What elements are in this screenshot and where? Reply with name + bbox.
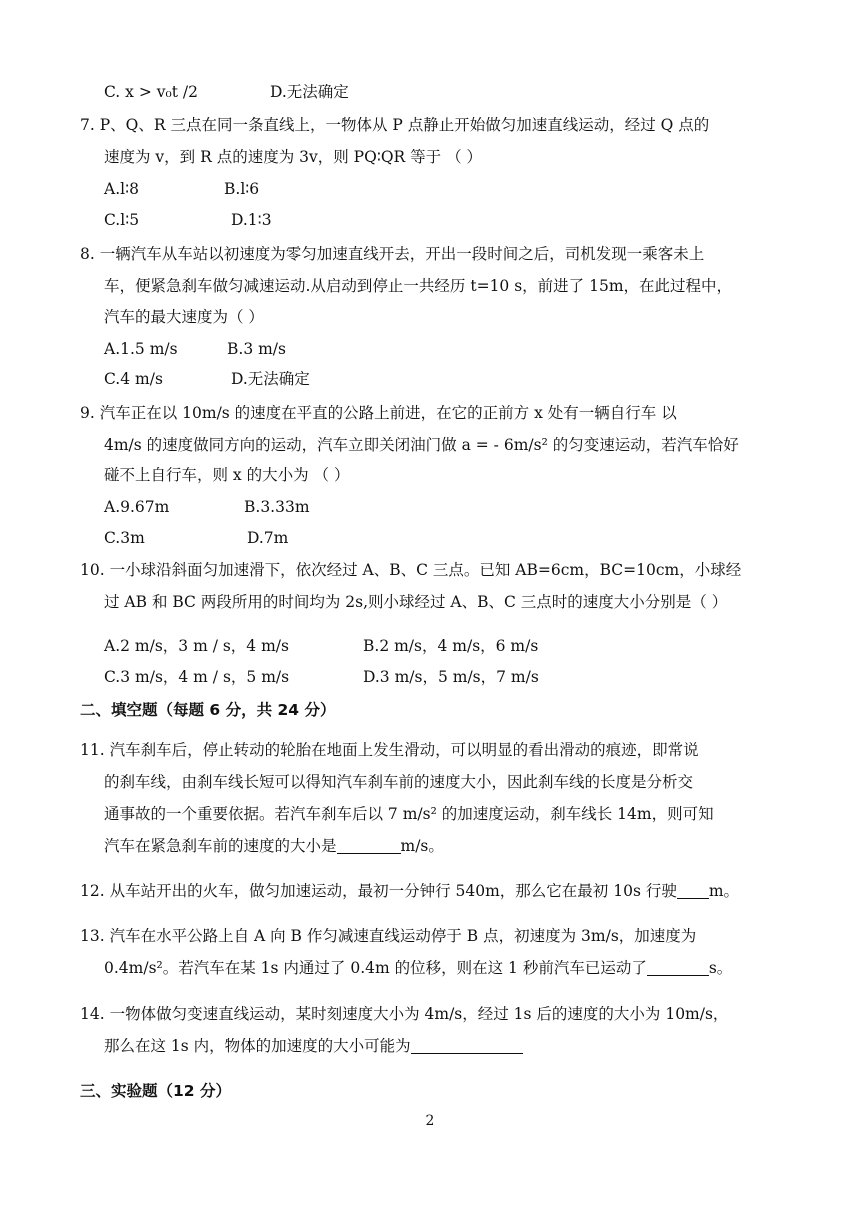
q10-option-a: A.2 m/s，3 m / s，4 m/s	[104, 637, 289, 655]
q13-stem-line1: 13. 汽车在水平公路上自 A 向 B 作匀减速直线运动停于 B 点，初速度为 3m/s，加速度为	[80, 927, 697, 945]
q7-option-a: A.l∶8	[104, 180, 139, 198]
q14-text-before-blank: 那么在这 1s 内，物体的加速度的大小可能为	[104, 1037, 411, 1055]
q9-option-b: B.3.33m	[244, 498, 310, 516]
q8-option-c: C.4 m/s	[104, 370, 163, 388]
q10-option-c: C.3 m/s，4 m / s，5 m/s	[104, 668, 290, 686]
q13-answer-blank[interactable]	[647, 959, 709, 976]
q8-option-a: A.1.5 m/s	[104, 340, 178, 358]
q12-stem	[80, 881, 739, 901]
q14-stem-line1: 14. 一物体做匀变速直线运动，某时刻速度大小为 4m/s，经过 1s 后的速度的大小为 10m/s，	[80, 1005, 729, 1023]
q9-stem-line1: 9. 汽车正在以 10m/s 的速度在平直的公路上前进，在它的正前方 x 处有一辆自行车 以	[80, 404, 677, 422]
q11-answer-blank[interactable]	[337, 837, 401, 854]
q12-text-after-blank: m。	[708, 882, 740, 900]
q12-answer-blank[interactable]	[677, 882, 709, 899]
q11-text-before-blank: 汽车在紧急刹车前的速度的大小是	[104, 837, 337, 855]
q13-text-after-blank: s。	[708, 959, 733, 977]
q14-stem-line2	[104, 1036, 523, 1056]
q6-option-d: D.无法确定	[270, 83, 349, 101]
q11-stem-line4	[104, 836, 444, 856]
q11-text-after-blank: m/s。	[400, 837, 444, 855]
q11-stem-line3: 通事故的一个重要依据。若汽车刹车后以 7 m/s² 的加速度运动，刹车线长 14m，则可知	[104, 805, 714, 823]
q9-stem-line2: 4m/s 的速度做同方向的运动，汽车立即关闭油门做 a = - 6m/s² 的匀变速运动，若汽车恰好	[104, 436, 739, 454]
q10-stem-line2: 过 AB 和 BC 两段所用的时间均为 2s,则小球经过 A、B、C 三点时的速度大小分别是（ ）	[104, 593, 728, 611]
q7-option-b: B.l∶6	[224, 180, 260, 198]
q11-stem-line1: 11. 汽车刹车后，停止转动的轮胎在地面上发生滑动，可以明显的看出滑动的痕迹，即常说	[80, 741, 699, 759]
q6-option-c: C. x > v₀t /2	[104, 83, 198, 101]
page-number: 2	[425, 1113, 435, 1129]
q8-option-b: B.3 m/s	[227, 340, 286, 358]
q9-option-a: A.9.67m	[104, 498, 170, 516]
q7-stem-line1: 7. P、Q、R 三点在同一条直线上，一物体从 P 点静止开始做匀加速直线运动，经过 Q 点的	[80, 116, 710, 134]
q14-answer-blank[interactable]	[411, 1037, 523, 1054]
q9-option-c: C.3m	[104, 529, 145, 547]
q11-stem-line2: 的刹车线，由刹车线长短可以得知汽车刹车前的速度大小，因此刹车线的长度是分析交	[104, 773, 694, 791]
q8-stem-line3: 汽车的最大速度为（ ）	[104, 308, 264, 326]
section-heading-experiment: 三、实验题（12 分）	[80, 1082, 231, 1100]
q10-stem-line1: 10. 一小球沿斜面匀加速滑下，依次经过 A、B、C 三点。已知 AB=6cm，BC=10cm，小球经	[80, 561, 742, 579]
q9-option-d: D.7m	[247, 529, 289, 547]
q8-option-d: D.无法确定	[231, 370, 310, 388]
section-heading-fill-in: 二、填空题（每题 6 分，共 24 分）	[80, 701, 336, 719]
q13-text-before-blank: 0.4m/s²。若汽车在某 1s 内通过了 0.4m 的位移，则在这 1 秒前汽车已运动了	[104, 959, 647, 977]
q7-stem-line2: 速度为 v，到 R 点的速度为 3v，则 PQ∶QR 等于 （ ）	[104, 148, 483, 166]
q8-stem-line1: 8. 一辆汽车从车站以初速度为零匀加速直线开去，开出一段时间之后，司机发现一乘客未上	[80, 245, 705, 263]
q13-stem-line2	[104, 958, 732, 978]
q7-option-c: C.l∶5	[104, 211, 140, 229]
q10-option-d: D.3 m/s，5 m/s，7 m/s	[363, 668, 539, 686]
q7-option-d: D.1∶3	[231, 211, 272, 229]
q10-option-b: B.2 m/s，4 m/s，6 m/s	[363, 637, 539, 655]
q8-stem-line2: 车，便紧急刹车做匀减速运动.从启动到停止一共经历 t=10 s，前进了 15m，在此过程中，	[104, 277, 733, 295]
q9-stem-line3: 碰不上自行车，则 x 的大小为 （ ）	[104, 466, 350, 484]
q12-text-before-blank: 12. 从车站开出的火车，做匀加速运动，最初一分钟行 540m，那么它在最初 10s 行驶	[80, 882, 677, 900]
